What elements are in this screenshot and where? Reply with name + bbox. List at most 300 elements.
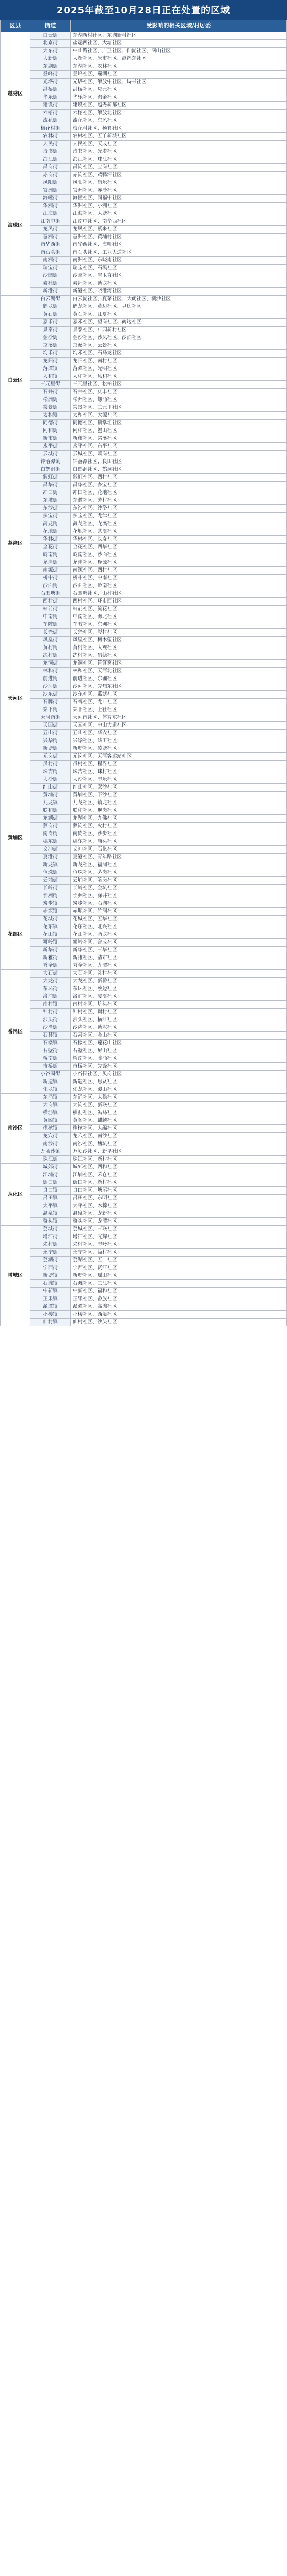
street-cell: 海龙街: [30, 520, 71, 528]
table-row: [1, 1009, 287, 1016]
areas-cell: 龙湖社区、九佛社区: [71, 815, 287, 823]
table-row: [1, 102, 287, 110]
table-row: [1, 1148, 287, 1156]
table-row: [1, 1233, 287, 1241]
street-cell: 大新街: [30, 55, 71, 63]
street-cell: 石围塘街: [30, 590, 71, 598]
areas-cell: 站前社区、流花社区: [71, 606, 287, 613]
street-cell: 琶洲街: [30, 234, 71, 241]
table-row: [1, 908, 287, 916]
street-cell: 东涌镇: [30, 1094, 71, 1102]
areas-cell: 夏港社区、青年路社区: [71, 854, 287, 861]
areas-cell: 长岭社区、金坑社区: [71, 885, 287, 892]
areas-cell: 钟村社区、谢村社区: [71, 1009, 287, 1016]
areas-cell: 龙津社区、逢源社区: [71, 559, 287, 567]
table-row: [1, 629, 287, 637]
street-cell: 化龙镇: [30, 1086, 71, 1094]
table-row: [1, 1117, 287, 1125]
areas-cell: 吕田社区、东明社区: [71, 1195, 287, 1202]
table-row: [1, 1210, 287, 1218]
table-row: [1, 381, 287, 389]
table-row: [1, 799, 287, 807]
street-cell: 龙湖街: [30, 815, 71, 823]
areas-cell: 同和社区、蟹山社区: [71, 427, 287, 435]
areas-cell: 九龙社区、镇龙社区: [71, 799, 287, 807]
street-cell: 流花街: [30, 117, 71, 125]
areas-cell: 派潭社区、高滩社区: [71, 1303, 287, 1311]
areas-cell: 荔城社区、三联社区: [71, 1226, 287, 1233]
table-row: [1, 1295, 287, 1303]
street-cell: 市桥街: [30, 1063, 71, 1071]
street-cell: 南源街: [30, 567, 71, 575]
areas-cell: 洛浦社区、厦滘社区: [71, 993, 287, 1001]
street-cell: 滨江街: [30, 156, 71, 164]
street-cell: 东漖街: [30, 497, 71, 505]
street-cell: 太平镇: [30, 1202, 71, 1210]
street-cell: 站前街: [30, 606, 71, 613]
areas-cell: 凤凰社区、柯木塱社区: [71, 637, 287, 644]
street-cell: 万顷沙镇: [30, 1148, 71, 1156]
areas-cell: 黄石社区、江夏社区: [71, 311, 287, 319]
table-row: [1, 117, 287, 125]
areas-cell: 白鹤洞社区、鹤洞社区: [71, 466, 287, 474]
areas-cell: 金花社区、西华社区: [71, 544, 287, 551]
areas-cell: 诗书社区、光塔社区: [71, 148, 287, 156]
table-row: [1, 931, 287, 939]
street-cell: 兴华街: [30, 737, 71, 745]
street-cell: 赤岗街: [30, 172, 71, 179]
street-cell: 吕田镇: [30, 1195, 71, 1202]
street-cell: 南岗街: [30, 830, 71, 838]
street-cell: 夏港街: [30, 854, 71, 861]
table-row: [1, 854, 287, 861]
street-cell: 宁西街: [30, 1264, 71, 1272]
street-cell: 建设街: [30, 102, 71, 110]
street-cell: 北京街: [30, 40, 71, 48]
areas-cell: 长洲社区、深井社区: [71, 892, 287, 900]
street-cell: 萝岗街: [30, 823, 71, 830]
table-row: [1, 784, 287, 792]
street-cell: 西村街: [30, 598, 71, 606]
table-row: [1, 156, 287, 164]
table-row: [1, 319, 287, 327]
table-row: [1, 1195, 287, 1202]
areas-cell: 江南中社区、南华西社区: [71, 218, 287, 226]
street-cell: 林和街: [30, 668, 71, 675]
areas-cell: 龙归社区、南村社区: [71, 358, 287, 365]
street-cell: 洪桥街: [30, 86, 71, 94]
areas-cell: 岭南社区、沙面社区: [71, 551, 287, 559]
street-cell: 黄村街: [30, 644, 71, 652]
areas-cell: 桥南社区、陈涌社区: [71, 1055, 287, 1063]
table-row: [1, 396, 287, 404]
street-cell: 珠吉街: [30, 768, 71, 776]
areas-cell: 大沙社区、丰乐社区: [71, 776, 287, 784]
table-row: [1, 86, 287, 94]
street-cell: 落潭镇: [30, 365, 71, 373]
district-cell: 从化区: [1, 1164, 30, 1226]
areas-cell: 沙湾社区、紫坭社区: [71, 1024, 287, 1032]
areas-cell: 荔湖社区、五一社区: [71, 1257, 287, 1264]
table-row: [1, 520, 287, 528]
table-row: [1, 389, 287, 396]
table-row: [1, 652, 287, 660]
street-cell: 天河南街: [30, 714, 71, 722]
street-cell: 长岭街: [30, 885, 71, 892]
street-cell: 松洲街: [30, 396, 71, 404]
table-row: [1, 668, 287, 675]
table-row: [1, 551, 287, 559]
areas-cell: 良口社区、塘尾社区: [71, 1187, 287, 1195]
table-row: [1, 737, 287, 745]
table-row: [1, 257, 287, 265]
areas-cell: 大石社区、礼村社区: [71, 970, 287, 978]
table-row: [1, 590, 287, 598]
street-cell: 棠下街: [30, 706, 71, 714]
areas-cell: 华林社区、长寿社区: [71, 536, 287, 544]
header-district: 区县: [1, 20, 30, 32]
table-row: [1, 1094, 287, 1102]
table-row: [1, 892, 287, 900]
table-row: [1, 598, 287, 606]
street-cell: 龙归街: [30, 358, 71, 365]
table-row: [1, 939, 287, 947]
table-row: [1, 513, 287, 520]
table-row: [1, 730, 287, 737]
areas-cell: 永宁社区、简村社区: [71, 1249, 287, 1257]
areas-cell: 琶洲社区、黄埔村社区: [71, 234, 287, 241]
table-row: [1, 164, 287, 172]
areas-cell: 南源社区、西村社区: [71, 567, 287, 575]
areas-cell: 沙园社区、宝玉直社区: [71, 272, 287, 280]
district-cell: 天河区: [1, 621, 30, 776]
areas-cell: 正果社区、畲族社区: [71, 1295, 287, 1303]
street-cell: 东湖街: [30, 63, 71, 71]
street-cell: 新塘街: [30, 745, 71, 753]
table-row: [1, 869, 287, 877]
areas-cell: 棠下社区、上社社区: [71, 706, 287, 714]
table-row: [1, 846, 287, 854]
table-row: [1, 265, 287, 272]
street-cell: 昌华街: [30, 482, 71, 489]
areas-cell: 宁西社区、贤江社区: [71, 1264, 287, 1272]
areas-cell: 增江社区、光辉社区: [71, 1233, 287, 1241]
street-cell: 桥中街: [30, 575, 71, 582]
areas-cell: 棠景社区、三元里社区: [71, 404, 287, 412]
areas-cell: 人民社区、天成社区: [71, 141, 287, 148]
table-row: [1, 900, 287, 908]
areas-cell: 新雅社区、清布社区: [71, 954, 287, 962]
table-row: [1, 559, 287, 567]
street-cell: 炭步镇: [30, 900, 71, 908]
areas-cell: 滨江社区、珠江社区: [71, 156, 287, 164]
areas-cell: 萝岗社区、火村社区: [71, 823, 287, 830]
table-row: [1, 683, 287, 691]
street-cell: 中南街: [30, 613, 71, 621]
street-cell: 海幢街: [30, 195, 71, 203]
table-row: [1, 1187, 287, 1195]
disposal-table: [0, 20, 287, 1326]
table-row: [1, 722, 287, 730]
table-row: [1, 776, 287, 784]
areas-cell: 五山社区、华农社区: [71, 730, 287, 737]
page-title: 2025年截至10月28日正在处置的区域: [0, 0, 287, 20]
table-row: [1, 427, 287, 435]
areas-cell: 梅花村社区、杨箕社区: [71, 125, 287, 133]
areas-cell: 沙河社区、先烈东社区: [71, 683, 287, 691]
table-row: [1, 1040, 287, 1047]
areas-cell: 登峰社区、麓湖社区: [71, 71, 287, 79]
street-cell: 天园街: [30, 722, 71, 730]
areas-cell: 温泉社区、龙新社区: [71, 1210, 287, 1218]
street-cell: 嘉禾街: [30, 319, 71, 327]
areas-cell: 珠吉社区、珠村社区: [71, 768, 287, 776]
street-cell: 人和镇: [30, 373, 71, 381]
table-row: [1, 435, 287, 443]
table-row: [1, 226, 287, 234]
street-cell: 龙津街: [30, 559, 71, 567]
header-street: 街道: [30, 20, 71, 32]
street-cell: 荔湖街: [30, 1257, 71, 1264]
table-row: [1, 327, 287, 334]
areas-cell: 盐运西社区、大塘社区: [71, 40, 287, 48]
areas-cell: 黄阁社区、麒麟社区: [71, 1117, 287, 1125]
table-row: [1, 474, 287, 482]
street-cell: 沙面街: [30, 582, 71, 590]
table-row: [1, 311, 287, 319]
table-row: [1, 807, 287, 815]
street-cell: 狮岭镇: [30, 939, 71, 947]
street-cell: 黄埔街: [30, 792, 71, 799]
areas-cell: 沙东社区、燕塘社区: [71, 691, 287, 699]
street-cell: 江海街: [30, 210, 71, 218]
areas-cell: 新塘社区、瑶田社区: [71, 1272, 287, 1280]
areas-cell: 云埔社区、笔岗社区: [71, 877, 287, 885]
district-cell: 白云区: [1, 296, 30, 466]
street-cell: 荔城街: [30, 1226, 71, 1233]
street-cell: 六榕街: [30, 110, 71, 117]
street-cell: 石牌街: [30, 699, 71, 706]
table-row: [1, 947, 287, 954]
areas-cell: 江埔社区、禾仓社区: [71, 1171, 287, 1179]
areas-cell: 赤坭社区、竹洞社区: [71, 908, 287, 916]
street-cell: 城郊街: [30, 1164, 71, 1171]
table-row: [1, 1264, 287, 1272]
table-row: [1, 1102, 287, 1109]
areas-cell: 昌华社区、多宝社区: [71, 482, 287, 489]
areas-cell: 石楼社区、莲花山社区: [71, 1040, 287, 1047]
table-row: [1, 1047, 287, 1055]
table-row: [1, 1171, 287, 1179]
table-row: [1, 830, 287, 838]
district-cell: 增城区: [1, 1226, 30, 1326]
areas-cell: 员村社区、程界社区: [71, 761, 287, 768]
table-row: [1, 582, 287, 590]
table-row: [1, 48, 287, 55]
street-cell: 人民街: [30, 141, 71, 148]
table-row: [1, 350, 287, 358]
areas-cell: 花山社区、两龙社区: [71, 931, 287, 939]
table-row: [1, 699, 287, 706]
areas-cell: 新龙社区、福洞社区: [71, 861, 287, 869]
street-cell: 凤阳街: [30, 179, 71, 187]
areas-cell: 前进社区、东圃社区: [71, 675, 287, 683]
street-cell: 官洲街: [30, 187, 71, 195]
areas-cell: 联和社区、暹岗社区: [71, 807, 287, 815]
street-cell: 鱼珠街: [30, 869, 71, 877]
table-row: [1, 1063, 287, 1071]
street-cell: 农林街: [30, 133, 71, 141]
table-row: [1, 40, 287, 48]
areas-cell: 元岗社区、天河客运站社区: [71, 753, 287, 761]
table-row: [1, 606, 287, 613]
table-row: [1, 1303, 287, 1311]
table-row: [1, 420, 287, 427]
street-cell: 东环街: [30, 985, 71, 993]
street-cell: 南石头街: [30, 249, 71, 257]
table-row: [1, 412, 287, 420]
areas-cell: 榄核社区、人绵社区: [71, 1125, 287, 1133]
street-cell: 沙湾街: [30, 1024, 71, 1032]
street-cell: 穗东街: [30, 838, 71, 846]
table-row: [1, 1109, 287, 1117]
table-row: [1, 241, 287, 249]
areas-cell: 石井社区、庆丰社区: [71, 389, 287, 396]
street-cell: 江南中街: [30, 218, 71, 226]
table-row: [1, 1257, 287, 1264]
street-cell: 榄核镇: [30, 1125, 71, 1133]
table-row: [1, 249, 287, 257]
table-row: [1, 1249, 287, 1257]
table-row: [1, 706, 287, 714]
areas-cell: 珠江社区、新村社区: [71, 1156, 287, 1164]
street-cell: 石碁镇: [30, 1032, 71, 1040]
areas-cell: 景泰社区、广园新村社区: [71, 327, 287, 334]
table-row: [1, 916, 287, 923]
areas-cell: 流花社区、东风社区: [71, 117, 287, 125]
areas-cell: 鱼珠社区、茅岗社区: [71, 869, 287, 877]
areas-cell: 东环社区、蔡边社区: [71, 985, 287, 993]
table-row: [1, 885, 287, 892]
areas-cell: 花城社区、五华社区: [71, 916, 287, 923]
areas-cell: 人和社区、凤和社区: [71, 373, 287, 381]
table-row: [1, 567, 287, 575]
street-cell: 新港街: [30, 288, 71, 296]
areas-cell: 白云湖社区、夏茅社区、大朗社区、横沙社区: [71, 296, 287, 303]
areas-cell: 文冲社区、石化社区: [71, 846, 287, 854]
street-cell: 华洲街: [30, 203, 71, 210]
street-cell: 大东街: [30, 48, 71, 55]
areas-cell: 海龙社区、龙溪社区: [71, 520, 287, 528]
table-row: [1, 1133, 287, 1140]
street-cell: 棠景街: [30, 404, 71, 412]
street-cell: 大岗镇: [30, 1102, 71, 1109]
table-row: [1, 79, 287, 86]
street-cell: 凤凰街: [30, 637, 71, 644]
areas-cell: 南沙社区、塘坑社区: [71, 1140, 287, 1148]
table-row: [1, 613, 287, 621]
areas-cell: 花东社区、北兴社区: [71, 923, 287, 931]
street-cell: 昌岗街: [30, 164, 71, 172]
district-cell: 黄埔区: [1, 776, 30, 900]
areas-cell: 钟落潭社区、良田社区: [71, 458, 287, 466]
street-cell: 五山街: [30, 730, 71, 737]
street-cell: 金花街: [30, 544, 71, 551]
areas-cell: 凤阳社区、康乐社区: [71, 179, 287, 187]
areas-cell: 东漖社区、芳村社区: [71, 497, 287, 505]
street-cell: 元岗街: [30, 753, 71, 761]
street-cell: 秀全街: [30, 962, 71, 970]
areas-cell: 落潭社区、光明社区: [71, 365, 287, 373]
areas-cell: 小谷围社区、贝岗社区: [71, 1071, 287, 1078]
street-cell: 中新镇: [30, 1288, 71, 1295]
district-cell: 南沙区: [1, 1094, 30, 1164]
street-cell: 南沙街: [30, 1140, 71, 1148]
street-cell: 龙洞街: [30, 660, 71, 668]
street-cell: 联和街: [30, 807, 71, 815]
areas-cell: 龙洞社区、筲箕窝社区: [71, 660, 287, 668]
street-cell: 沙园街: [30, 272, 71, 280]
street-cell: 桥南街: [30, 1055, 71, 1063]
street-cell: 增江街: [30, 1233, 71, 1241]
street-cell: 赤坭镇: [30, 908, 71, 916]
street-cell: 诗书街: [30, 148, 71, 156]
street-cell: 温泉镇: [30, 1210, 71, 1218]
areas-cell: 中山路社区、广卫社区、仙湖社区、图山社区: [71, 48, 287, 55]
areas-cell: 天园社区、中山大道社区: [71, 722, 287, 730]
table-row: [1, 1226, 287, 1233]
street-cell: 前进街: [30, 675, 71, 683]
areas-cell: 新市社区、棠溪社区: [71, 435, 287, 443]
street-cell: 南华西街: [30, 241, 71, 249]
street-cell: 多宝街: [30, 513, 71, 520]
areas-cell: 海幢社区、同福中社区: [71, 195, 287, 203]
street-cell: 新龙镇: [30, 861, 71, 869]
street-cell: 石壁街: [30, 1047, 71, 1055]
street-cell: 光塔街: [30, 79, 71, 86]
table-row: [1, 536, 287, 544]
areas-cell: 南洲社区、东晓南社区: [71, 257, 287, 265]
table-row: [1, 210, 287, 218]
table-row: [1, 985, 287, 993]
table-row: [1, 1024, 287, 1032]
table-row: [1, 761, 287, 768]
areas-cell: 黄村社区、大观社区: [71, 644, 287, 652]
district-cell: 荔湾区: [1, 466, 30, 621]
table-row: [1, 187, 287, 195]
table-row: [1, 815, 287, 823]
areas-cell: 龙凤社区、紫来社区: [71, 226, 287, 234]
areas-cell: 太和社区、大源社区: [71, 412, 287, 420]
table-row: [1, 621, 287, 629]
areas-cell: 瑞宝社区、石溪社区: [71, 265, 287, 272]
areas-cell: 花地社区、茶滘社区: [71, 528, 287, 536]
areas-cell: 江海社区、大塘社区: [71, 210, 287, 218]
street-cell: 新华街: [30, 947, 71, 954]
street-cell: 大龙街: [30, 978, 71, 985]
table-row: [1, 303, 287, 311]
areas-cell: 石壁社区、屏山社区: [71, 1047, 287, 1055]
street-cell: 永平街: [30, 443, 71, 451]
district-cell: 花都区: [1, 900, 30, 970]
district-cell: 海珠区: [1, 156, 30, 296]
table-row: [1, 342, 287, 350]
table-row: [1, 1272, 287, 1280]
areas-cell: 云城社区、萧岗社区: [71, 451, 287, 458]
areas-cell: 素社社区、紫龙社区: [71, 280, 287, 288]
street-cell: 新市街: [30, 435, 71, 443]
street-cell: 鹤龙街: [30, 303, 71, 311]
